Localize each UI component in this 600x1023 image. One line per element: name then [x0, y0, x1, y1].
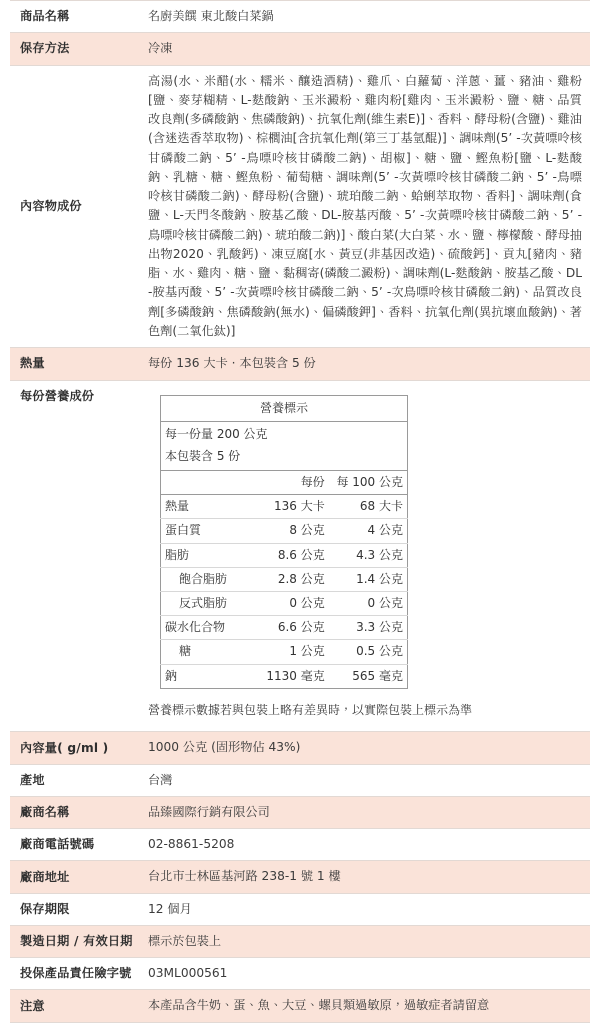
nutrition-row-per-100g: 4 公克 [329, 519, 408, 543]
row-label-nutrition-facts: 每份營養成份 [20, 388, 95, 403]
nutrition-row-per-100g: 1.4 公克 [329, 567, 408, 591]
nutrition-row [161, 616, 408, 640]
nutrition-serving-size: 每一份量 200 公克 [165, 426, 268, 441]
table-row-manufacturer-phone [10, 829, 590, 861]
nutrition-header-blank [161, 471, 253, 495]
table-row-storage-method [10, 33, 590, 65]
row-label-storage-method: 保存方法 [20, 41, 70, 56]
nutrition-row-per-serving: 1 公克 [253, 640, 329, 664]
row-value-origin: 台灣 [148, 772, 173, 787]
nutrition-facts-table [160, 395, 408, 689]
row-value-product-name: 名廚美饌 東北酸白菜鍋 [148, 9, 274, 23]
row-label-ingredients: 內容物成份 [20, 198, 82, 213]
row-label-net-content: 內容量( g/ml ) [20, 740, 109, 755]
row-value-manufacture-expiry-date: 標示於包裝上 [148, 933, 222, 948]
nutrition-row-per-100g: 565 毫克 [352, 668, 403, 683]
nutrition-header-per-100g: 每 100 公克 [329, 471, 408, 495]
row-value-manufacturer-name: 品臻國際行銷有限公司 [148, 804, 270, 819]
row-value-liability-insurance-number: 03ML000561 [148, 966, 228, 981]
table-row-liability-insurance-number [10, 958, 590, 990]
row-label-calories: 熱量 [20, 356, 45, 371]
table-row-origin [10, 764, 590, 796]
nutrition-row [161, 543, 408, 567]
nutrition-servings-per-pack-row [161, 444, 408, 471]
row-value-net-content: 1000 公克 (固形物佔 43%) [148, 740, 301, 755]
nutrition-row-name: 脂肪 [161, 543, 253, 567]
nutrition-title: 營養標示 [161, 395, 408, 421]
row-label-allergy-notice: 注意 [20, 998, 45, 1013]
nutrition-row-name: 鈉 [165, 668, 178, 683]
table-row-calories [10, 348, 590, 380]
nutrition-row-per-serving: 8.6 公克 [253, 543, 329, 567]
nutrition-row-per-serving: 1130 毫克 [266, 668, 325, 683]
nutrition-row [161, 519, 408, 543]
row-label-manufacturer-phone: 廠商電話號碼 [20, 837, 95, 852]
table-row-allergy-notice [10, 990, 590, 1022]
nutrition-row-per-100g: 0.5 公克 [329, 640, 408, 664]
row-value-calories: 每份 136 大卡 · 本包裝含 5 份 [148, 356, 316, 371]
nutrition-row-name: 熱量 [161, 495, 253, 519]
row-value-ingredients: 高湯(水、米醋(水、糯米、釀造酒精)、雞爪、白蘿蔔、洋蔥、薑、豬油、雞粉[鹽、麥芽糊精、L-麩酸鈉、玉米澱粉、雞肉粉[雞肉、玉米澱粉、鹽、糖、品質改良劑(多磷酸鈉、焦磷酸鈉)、抗氧化劑(維生素E)]、香料、酵母粉(含鹽)、雞油(含迷迭香萃取物)、棕櫚油[含抗氧化劑(第三丁基氫醌)]、調味劑(5’ -次黃嘌呤核甘磷酸二鈉、5’ -鳥嘌呤核甘磷酸二鈉)、胡椒]、糖、鹽、鰹魚粉[鹽、L-麩酸鈉、乳糖、糖、鰹魚粉、葡萄糖、調味劑(5’ -次黃嘌呤核甘磷酸二鈉、5’ -鳥嘌呤核甘磷酸二鈉)、酵母粉(含鹽)、琥珀酸二鈉、蛤蜊萃取物、香料]、調味劑(食鹽、L-天門冬酸鈉、胺基乙酸、DL-胺基丙酸、5’ -次黃嘌呤核甘磷酸二鈉、5’ -鳥嘌呤核甘磷酸二鈉)、琥珀酸二鈉)]、酸白菜(大白菜、水、鹽、檸檬酸、酵母抽出物2020、乳酸鈣)、凍豆腐[水、黃豆(非基因改造)、硫酸鈣]、貢丸[豬肉、豬脂、水、雞肉、糖、鹽、黏稠寄(磷酸二澱粉)、調味劑(L-麩酸鈉、胺基乙酸、DL-胺基丙酸、5’ -次黃嘌呤核甘磷酸二鈉、5’ -次鳥嘌呤核甘磷酸二鈉)、品質改良劑[多磷酸鈉、焦磷酸鈉(無水)、偏磷酸鉀]、香料、抗氧化劑(異抗壞血酸鈉)、著色劑(二氧化鈦)] [148, 73, 582, 338]
table-row-shelf-life [10, 893, 590, 925]
table-row-manufacturer-name [10, 796, 590, 828]
row-value-shelf-life: 12 個月 [148, 901, 192, 916]
nutrition-row-per-100g: 4.3 公克 [329, 543, 408, 567]
nutrition-row-name: 糖 [161, 640, 253, 664]
nutrition-row-per-serving: 6.6 公克 [253, 616, 329, 640]
row-label-liability-insurance-number: 投保產品責任險字號 [20, 966, 132, 981]
nutrition-servings-per-pack: 本包裝含 5 份 [161, 444, 408, 471]
table-row-nutrition-facts [10, 380, 590, 732]
nutrition-row [161, 567, 408, 591]
nutrition-row [161, 495, 408, 519]
row-value-nutrition-facts [148, 380, 590, 732]
row-label-product-name: 商品名稱 [20, 9, 70, 24]
table-row-net-content [10, 732, 590, 764]
nutrition-row-per-serving: 136 大卡 [253, 495, 329, 519]
nutrition-row-per-100g: 3.3 公克 [329, 616, 408, 640]
nutrition-row [161, 640, 408, 664]
nutrition-header-row [161, 471, 408, 495]
nutrition-title-row [161, 395, 408, 421]
table-row-ingredients [10, 65, 590, 348]
nutrition-serving-size-row [161, 421, 408, 444]
nutrition-header-per-serving: 每份 [253, 471, 329, 495]
row-value-storage-method: 冷凍 [148, 41, 173, 56]
nutrition-row-per-serving: 2.8 公克 [253, 567, 329, 591]
nutrition-row-per-100g: 0 公克 [329, 592, 408, 616]
nutrition-row-per-serving: 0 公克 [253, 592, 329, 616]
table-row-manufacture-expiry-date [10, 925, 590, 957]
row-value-allergy-notice: 本產品含牛奶、蛋、魚、大豆、螺貝類過敏原，過敏症者請留意 [148, 998, 490, 1013]
nutrition-row-name: 飽合脂肪 [161, 567, 253, 591]
row-label-manufacturer-address: 廠商地址 [20, 869, 70, 884]
nutrition-row-per-100g: 68 大卡 [329, 495, 408, 519]
product-spec-table [10, 0, 590, 1023]
row-label-manufacture-expiry-date: 製造日期 / 有效日期 [20, 934, 133, 949]
nutrition-facts-box [148, 387, 582, 699]
row-value-manufacturer-address: 台北市士林區基河路 238-1 號 1 樓 [148, 869, 341, 884]
row-value-manufacturer-phone: 02-8861-5208 [148, 837, 235, 852]
nutrition-row [161, 592, 408, 616]
nutrition-row-per-serving: 8 公克 [253, 519, 329, 543]
nutrition-row-name: 反式脂肪 [161, 592, 253, 616]
row-label-shelf-life: 保存期限 [20, 901, 70, 916]
table-row-product-name [10, 1, 590, 33]
nutrition-disclaimer: 營養標示數據若與包裝上略有差異時，以實際包裝上標示為準 [148, 702, 473, 717]
table-row-manufacturer-address [10, 861, 590, 893]
row-label-manufacturer-name: 廠商名稱 [20, 805, 70, 820]
nutrition-row [161, 664, 408, 688]
nutrition-row-name: 碳水化合物 [161, 616, 253, 640]
row-label-origin: 產地 [20, 772, 45, 787]
nutrition-row-name: 蛋白質 [161, 519, 253, 543]
